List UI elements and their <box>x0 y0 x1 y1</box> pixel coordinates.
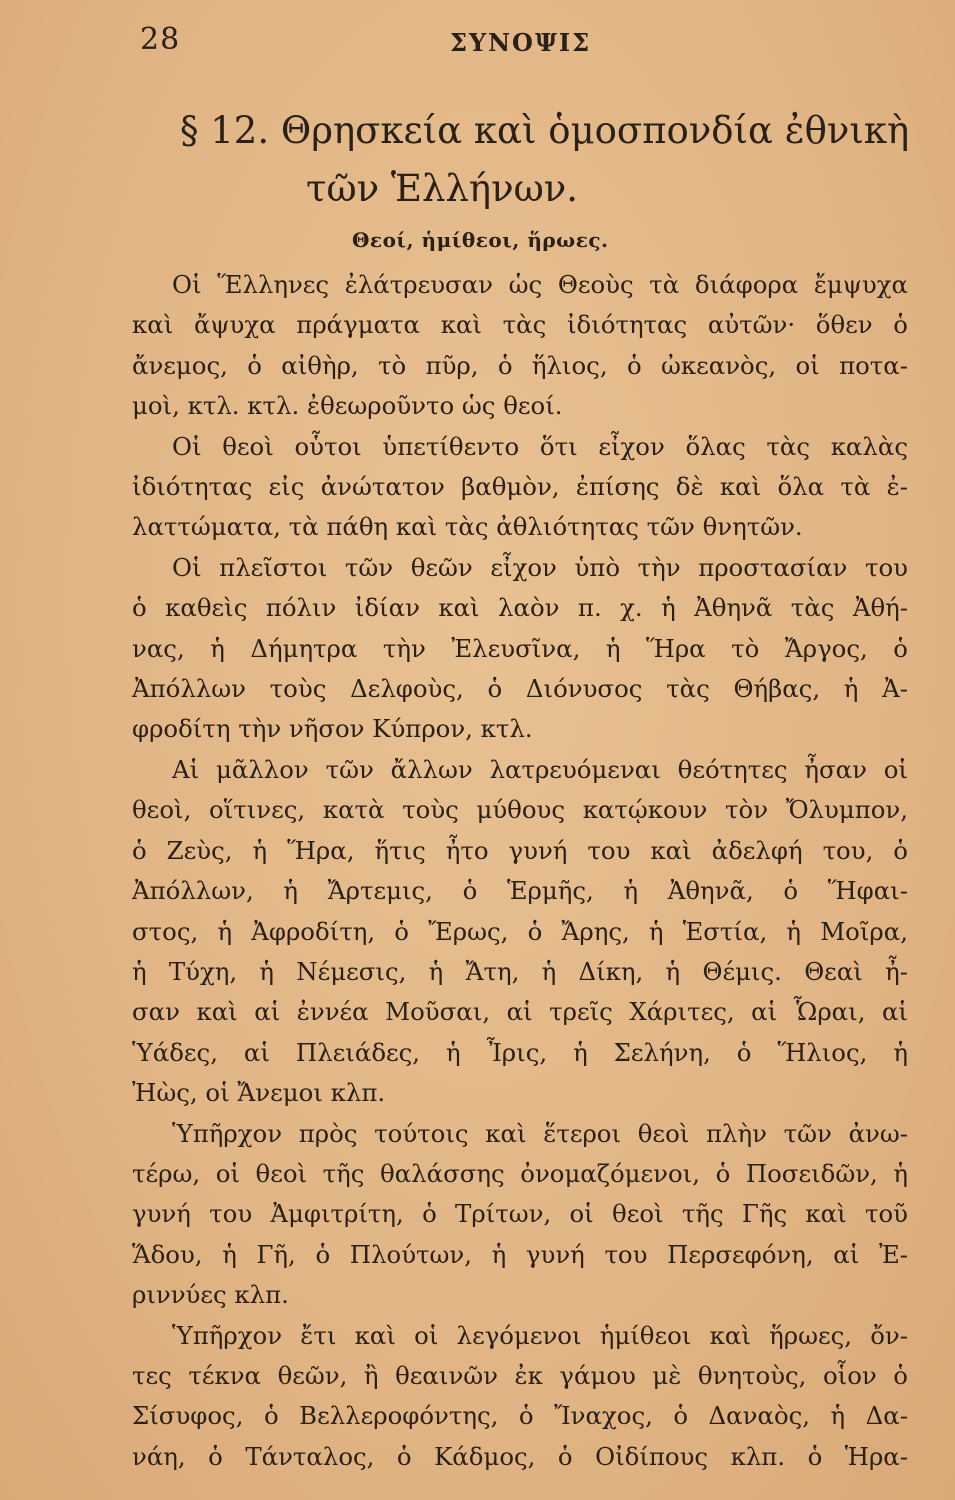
text-line: Οἱ Ἕλληνες ἐλάτρευσαν ὡς Θεοὺς τὰ διάφορα ἔμψυχα <box>172 270 908 299</box>
text-line: Ὑπῆρχον πρὸς τούτοις καὶ ἕτεροι θεοὶ πλὴν τῶν ἀνω- <box>172 1118 908 1148</box>
running-title: ΣΥΝΟΨΙΣ <box>450 28 592 57</box>
text-line: ἰδιότητας εἰς ἀνώτατον βαθμὸν, ἐπίσης δὲ καὶ ὅλα τὰ ἐ- <box>132 472 908 502</box>
text-line: Οἱ θεοὶ οὗτοι ὑπετίθεντο ὅτι εἶχον ὅλας τὰς καλὰς <box>172 431 908 461</box>
text-line: Ἅδου, ἡ Γῆ, ὁ Πλούτων, ἡ γυνή του Περσεφόνη, αἱ Ἐ- <box>132 1239 908 1269</box>
text-line: Σίσυφος, ὁ Βελλεροφόντης, ὁ Ἴναχος, ὁ Δαναὸς, ἡ Δα- <box>132 1401 908 1431</box>
text-line: φροδίτη τὴν νῆσον Κύπρον, κτλ. <box>132 714 533 744</box>
text-line: ὁ Ζεὺς, ἡ Ἥρα, ἥτις ἦτο γυνή του καὶ ἀδελφή του, ὁ <box>132 835 908 865</box>
text-line: καὶ ἄψυχα πράγματα καὶ τὰς ἰδιότητας αὐτῶν· ὅθεν ὁ <box>132 310 908 340</box>
text-line: ἄνεμος, ὁ αἰθὴρ, τὸ πῦρ, ὁ ἥλιος, ὁ ὠκεανὸς, οἱ ποτα- <box>132 350 908 380</box>
text-line: τέρω, οἱ θεοὶ τῆς θαλάσσης ὀνομαζόμενοι, ὁ Ποσειδῶν, ἡ <box>132 1158 908 1188</box>
text-line: νας, ἡ Δήμητρα τὴν Ἐλευσῖνα, ἡ Ἥρα τὸ Ἄργος, ὁ <box>132 633 908 663</box>
text-line: μοὶ, κτλ. κτλ. ἐθεωροῦντο ὡς θεοί. <box>132 391 563 421</box>
text-line: γυνή του Ἀμφιτρίτη, ὁ Τρίτων, οἱ θεοὶ τῆς Γῆς καὶ τοῦ <box>132 1199 908 1229</box>
text-line: Αἱ μᾶλλον τῶν ἄλλων λατρευόμεναι θεότητες ἦσαν οἱ <box>172 754 908 784</box>
page-number: 28 <box>140 22 181 57</box>
section-heading <box>180 102 920 218</box>
text-line: Οἱ πλεῖστοι τῶν θεῶν εἶχον ὑπὸ τὴν προστασίαν του <box>172 552 908 582</box>
text-line: Ἀπόλλων τοὺς Δελφοὺς, ὁ Διόνυσος τὰς Θήβας, ἡ Ἀ- <box>132 674 908 704</box>
text-line: ριννύες κλπ. <box>132 1280 289 1310</box>
text-line: λαττώματα, τὰ πάθη καὶ τὰς ἀθλιότητας τῶν θνητῶν. <box>132 512 803 542</box>
text-line: ἡ Τύχη, ἡ Νέμεσις, ἡ Ἄτη, ἡ Δίκη, ἡ Θέμις. Θεαὶ ἦ- <box>132 956 908 986</box>
running-head <box>140 22 910 62</box>
section-title-line1: § 12. Θρησκεία καὶ ὁμοσπονδία ἐθνικὴ <box>180 109 910 152</box>
subheading: Θεοί, ἡμίθεοι, ἥρωες. <box>352 228 609 252</box>
text-line: ὁ καθεὶς πόλιν ἰδίαν καὶ λαὸν π. χ. ἡ Ἀθηνᾶ τὰς Ἀθή- <box>132 593 908 623</box>
text-line: σαν καὶ αἱ ἐννέα Μοῦσαι, αἱ τρεῖς Χάριτες, αἱ Ὧραι, αἱ <box>132 997 908 1027</box>
text-line: Ὑπῆρχον ἔτι καὶ οἱ λεγόμενοι ἡμίθεοι καὶ ἥρωες, ὄν- <box>172 1320 908 1350</box>
text-line: θεοὶ, οἵτινες, κατὰ τοὺς μύθους κατῴκουν τὸν Ὄλυμπον, <box>132 795 908 825</box>
text-line: Ὑάδες, αἱ Πλειάδες, ἡ Ἶρις, ἡ Σελήνη, ὁ Ἥλιος, ἡ <box>132 1037 908 1067</box>
text-line: νάη, ὁ Τάνταλος, ὁ Κάδμος, ὁ Οἰδίπους κλπ. ὁ Ἡρα- <box>132 1441 908 1471</box>
text-line: στος, ἡ Ἀφροδίτη, ὁ Ἔρως, ὁ Ἄρης, ἡ Ἑστία, ἡ Μοῖρα, <box>132 916 908 946</box>
text-line: τες τέκνα θεῶν, ἢ θεαινῶν ἐκ γάμου μὲ θνητοὺς, οἷον ὁ <box>132 1360 908 1390</box>
text-line: Ἠὼς, οἱ Ἄνεμοι κλπ. <box>132 1078 386 1108</box>
section-title-line2: τῶν Ἑλλήνων. <box>306 167 579 210</box>
body-text <box>132 265 908 1477</box>
text-line: Ἀπόλλων, ἡ Ἄρτεμις, ὁ Ἑρμῆς, ἡ Ἀθηνᾶ, ὁ Ἥφαι- <box>132 876 908 906</box>
